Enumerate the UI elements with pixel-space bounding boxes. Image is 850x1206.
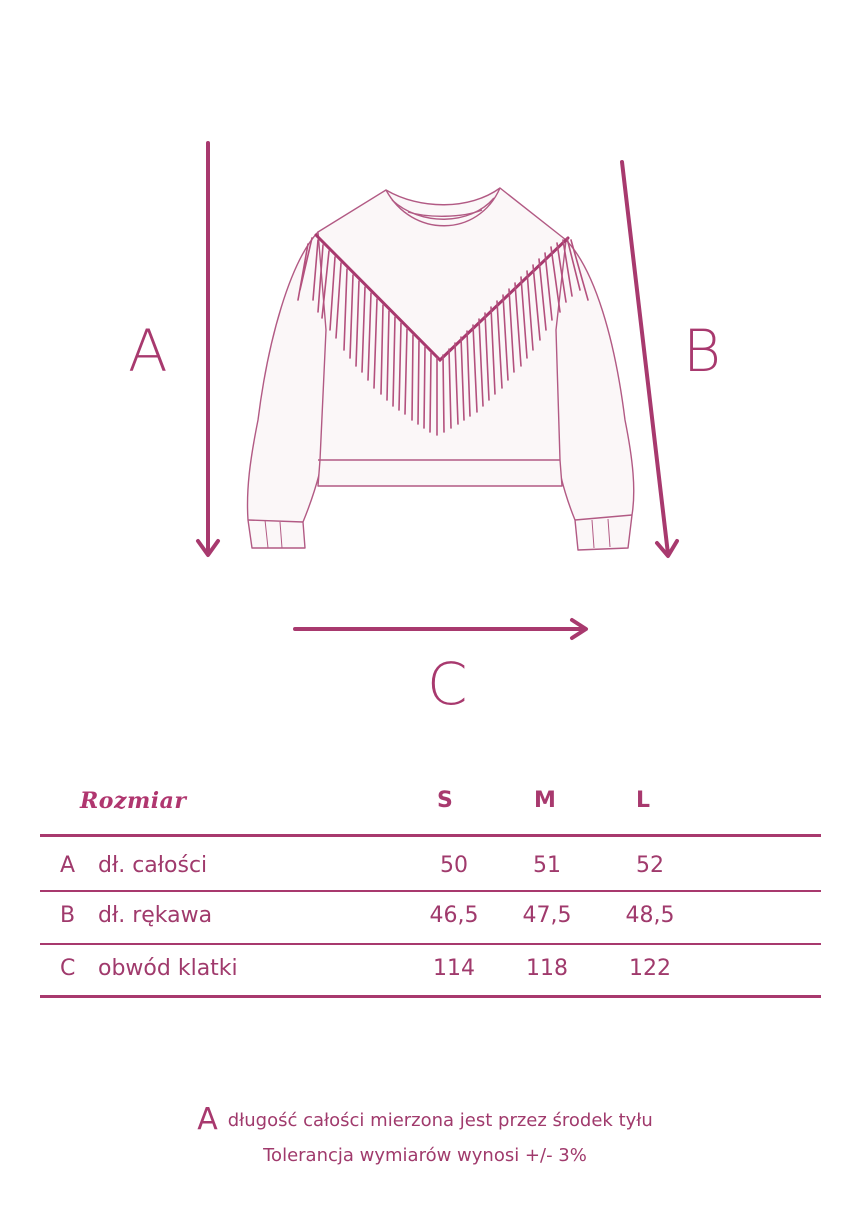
row-value-s: 114 [433, 956, 475, 981]
table-divider [40, 834, 821, 837]
arrow-a-icon [198, 143, 218, 555]
sweatshirt-drawing [247, 188, 633, 550]
footer-note-text: długość całości mierzona jest przez środek tyłu [227, 1110, 653, 1131]
arrow-c-icon [295, 620, 586, 638]
row-key: A [60, 853, 76, 878]
row-key: C [60, 956, 76, 981]
row-value-s: 46,5 [429, 903, 479, 928]
row-value-l: 122 [629, 956, 671, 981]
row-value-m: 51 [533, 853, 561, 878]
size-header-m: M [534, 788, 556, 813]
row-label: dł. rękawa [98, 903, 213, 928]
row-value-m: 118 [526, 956, 568, 981]
row-value-m: 47,5 [522, 903, 572, 928]
row-value-l: 48,5 [625, 903, 675, 928]
dimension-c-label: C [427, 650, 468, 718]
row-value-l: 52 [636, 853, 664, 878]
dimension-b-label: B [683, 317, 721, 385]
row-label: obwód klatki [98, 956, 238, 981]
table-divider [40, 943, 821, 945]
size-table-title: Rozmiar [80, 788, 187, 814]
table-divider [40, 995, 821, 998]
footer-marker: A [197, 1102, 218, 1137]
row-value-s: 50 [440, 853, 468, 878]
footer-tolerance: Tolerancja wymiarów wynosi +/- 3% [263, 1145, 587, 1166]
row-label: dł. całości [98, 853, 208, 878]
row-key: B [60, 903, 76, 928]
dimension-a-label: A [128, 317, 168, 385]
size-header-l: L [636, 788, 651, 813]
table-divider [40, 890, 821, 892]
footer-note [0, 1102, 850, 1137]
size-header-s: S [437, 788, 453, 813]
